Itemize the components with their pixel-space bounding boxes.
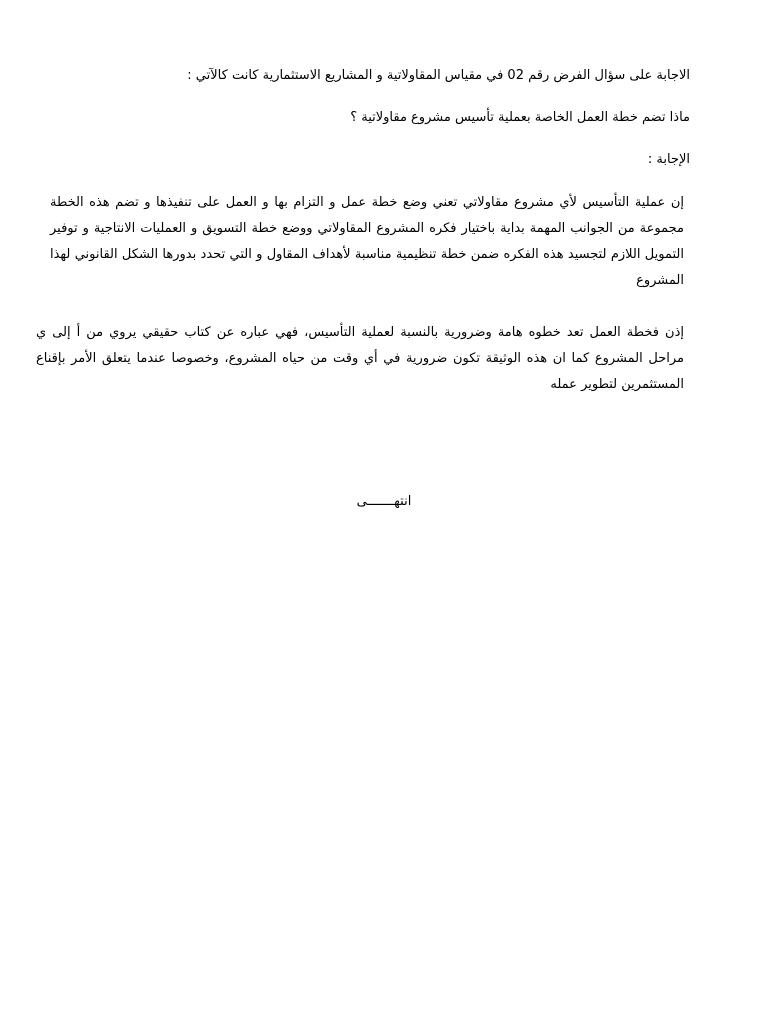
question-header: الاجابة على سؤال الفرض رقم 02 في مقياس المقاولاتية و المشاريع الاستثمارية كانت كالآتي :	[187, 68, 690, 83]
question-text: ماذا تضم خطة العمل الخاصة بعملية تأسيس مشروع مقاولاتية ؟	[350, 110, 690, 125]
end-mark: انتهـــــــى	[356, 494, 412, 509]
answer-paragraph-1: إن عملية التأسيس لأي مشروع مقاولاتي تعني وضع خطة عمل و التزام بها و العمل على تنفيذها و تضم هذه الخطة مجموعة من الجوانب المهمة بداية باختيار فكره المشروع المقاولاتي ووضع خطة التسويق و العمليات الانتاجية و توفير التمويل اللازم لتجسيد هذه الفكره ضمن خطة تنظيمية مناسبة لأهداف المقاول و التي تحدد بدورها الشكل القانوني لهذا المشروع	[50, 195, 684, 288]
answer-paragraph-2: إذن فخطة العمل تعد خطوه هامة وضرورية بالنسبة لعملية التأسيس، فهي عباره عن كتاب حقيقي يروي من أ إلى ي مراحل المشروع كما ان هذه الوثيقة تكون ضرورية في أي وقت من حياه المشروع، وخصوصا عندما يتعلق الأمر بإقناع المستثمرين لتطوير عمله	[36, 325, 684, 392]
answer-label: الإجابة :	[647, 152, 690, 167]
